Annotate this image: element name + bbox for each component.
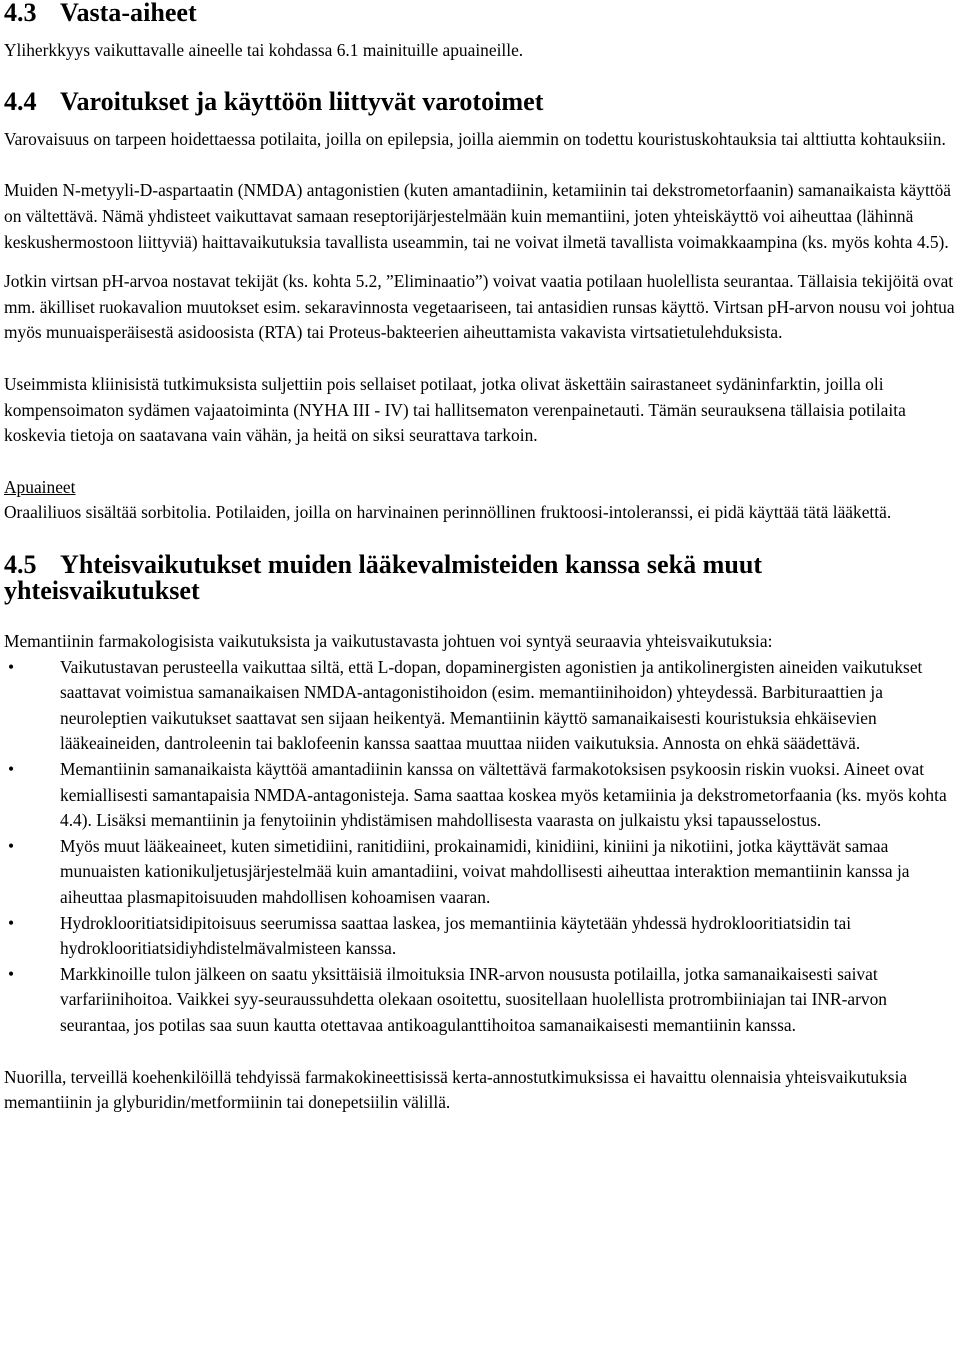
list-item	[4, 962, 956, 1039]
section-title: Vasta-aiheet	[60, 0, 197, 27]
subsection-heading: Apuaineet	[4, 476, 76, 497]
paragraph: Nuorilla, terveillä koehenkilöillä tehdyissä farmakokineettisissä kerta-annostutkimuksissa ei havaittu olennaisia yhteisvaikutuksia memantiinin ja glyburidin/metformiinin tai donepetsiilin välillä.	[4, 1066, 908, 1113]
bullet-icon: •	[8, 835, 15, 856]
list-item	[4, 911, 956, 962]
document-page	[4, 0, 956, 1116]
paragraph: Varovaisuus on tarpeen hoidettaessa potilaita, joilla on epilepsia, joilla aiemmin on todettu kouristuskohtauksia tai alttiutta kohtauksiin.	[4, 128, 946, 149]
section-title: Yhteisvaikutukset muiden lääkevalmisteiden kanssa sekä muut yhteisvaikutukset	[4, 549, 763, 605]
paragraph: Yliherkkyys vaikuttavalle aineelle tai kohdassa 6.1 mainituille apuaineille.	[4, 39, 524, 60]
list-item	[4, 655, 956, 757]
interaction-list	[4, 655, 956, 1039]
bullet-icon: •	[8, 759, 15, 780]
bullet-icon: •	[8, 963, 15, 984]
paragraph: Muiden N-metyyli-D-aspartaatin (NMDA) antagonistien (kuten amantadiinin, ketamiinin tai dekstrometorfaanin) samanaikaista käyttöä on vältettävä. Nämä yhdisteet vaikuttavat samaan reseptorijärjestelmään kuin memantiini, joten yhteiskäyttö voi aiheuttaa (lähinnä keskushermostoon liittyviä) haittavaikutuksia tavallista useammin, tai ne voivat ilmetä tavallista voimakkaampina (ks. myös kohta 4.5).	[4, 180, 952, 252]
paragraph: Memantiinin farmakologisista vaikutuksista ja vaikutustavasta johtuen voi syntyä seuraavia yhteisvaikutuksia:	[4, 631, 773, 652]
bullet-icon: •	[8, 656, 15, 677]
paragraph: Useimmista kliinisistä tutkimuksista suljettiin pois sellaiset potilaat, jotka olivat äskettäin sairastaneet sydäninfarktin, joilla oli kompensoimaton sydämen vajaatoiminta (NYHA III - IV) tai hallitsematon verenpainetauti. Tämän seurauksena tällaisia potilaita koskevia tietoja on saatavana vain vähän, ja heitä on siksi seurattava tarkoin.	[4, 373, 906, 446]
list-item-text: Markkinoille tulon jälkeen on saatu yksittäisiä ilmoituksia INR-arvon noususta potilailla, jotka samanaikaisesti saivat varfariinihoitoa. Vaikkei syy-seuraussuhdetta olekaan osoitettu, suositellaan huolellista protrombiiniajan tai INR-arvon seurantaa, jos potilas saa suun kautta otettavaa antikoagulanttihoitoa samanaikaisesti memantiinin kanssa.	[60, 963, 887, 1035]
section-number: 4.4	[4, 87, 37, 117]
list-item	[4, 834, 956, 911]
section-heading	[4, 0, 956, 26]
bullet-icon: •	[8, 912, 15, 933]
list-item	[4, 757, 956, 834]
list-item-text: Vaikutustavan perusteella vaikuttaa siltä, että L-dopan, dopaminergisten agonistien ja antikolinergisten aineiden vaikutukset saattavat voimistua samanaikaisen NMDA-antagonistihoidon (esim. memantiinihoidon) yhteydessä. Barbituraattien ja neuroleptien vaikutukset saattavat sen sijaan heikentyä. Memantiinin käyttö samanaikaisesti kouristuksia ehkäisevien lääkeaineiden, dantroleenin tai baklofeenin kanssa saattaa muuttaa niiden vaikutuksia. Annosta on ehkä säädettävä.	[60, 656, 923, 754]
paragraph: Jotkin virtsan pH-arvoa nostavat tekijät (ks. kohta 5.2, ”Eliminaatio”) voivat vaatia potilaan huolellista seurantaa. Tällaisia tekijöitä ovat mm. äkilliset ruokavalion muutokset esim. sekaravinnosta vegetaariseen, tai antasidien runsas käyttö. Virtsan pH-arvon nousu voi johtua myös munuaisperäisestä asidoosista (RTA) tai Proteus-bakteerien aiheuttamista vakavista virtsatietulehduksista.	[4, 271, 955, 343]
paragraph: Oraaliliuos sisältää sorbitolia. Potilaiden, joilla on harvinainen perinnöllinen fruktoosi-intoleranssi, ei pidä käyttää tätä lääkettä.	[4, 502, 892, 523]
list-item-text: Hydroklooritiatsidipitoisuus seerumissa saattaa laskea, jos memantiinia käytetään yhdessä hydroklooritiatsidin tai hydroklooritiatsidiyhdistelmävalmisteen kanssa.	[60, 912, 852, 959]
section-title: Varoitukset ja käyttöön liittyvät varotoimet	[60, 87, 544, 117]
section-number: 4.5	[4, 549, 37, 579]
section-number: 4.3	[4, 0, 37, 27]
section-heading	[4, 89, 956, 115]
section-heading	[4, 549, 956, 605]
list-item-text: Myös muut lääkeaineet, kuten simetidiini, ranitidiini, prokainamidi, kinidiini, kiniini ja nikotiini, jotka käyttävät samaa munuaisten kationikuljetusjärjestelmää kuin amantadiini, voivat mahdollisesti aiheuttaa interaktion memantiinin kanssa ja aiheuttaa plasmapitoisuuden mahdollisen kohoamisen vaaran.	[60, 835, 910, 908]
list-item-text: Memantiinin samanaikaista käyttöä amantadiinin kanssa on vältettävä farmakotoksisen psykoosin riskin vuoksi. Aineet ovat kemiallisesti samantapaisia NMDA-antagonisteja. Sama saattaa koskea myös ketamiinia ja dekstrometorfaania (ks. myös kohta 4.4). Lisäksi memantiinin ja fenytoiinin yhdistämisen mahdollisesta vaarasta on julkaistu yksi tapausselostus.	[60, 759, 947, 831]
